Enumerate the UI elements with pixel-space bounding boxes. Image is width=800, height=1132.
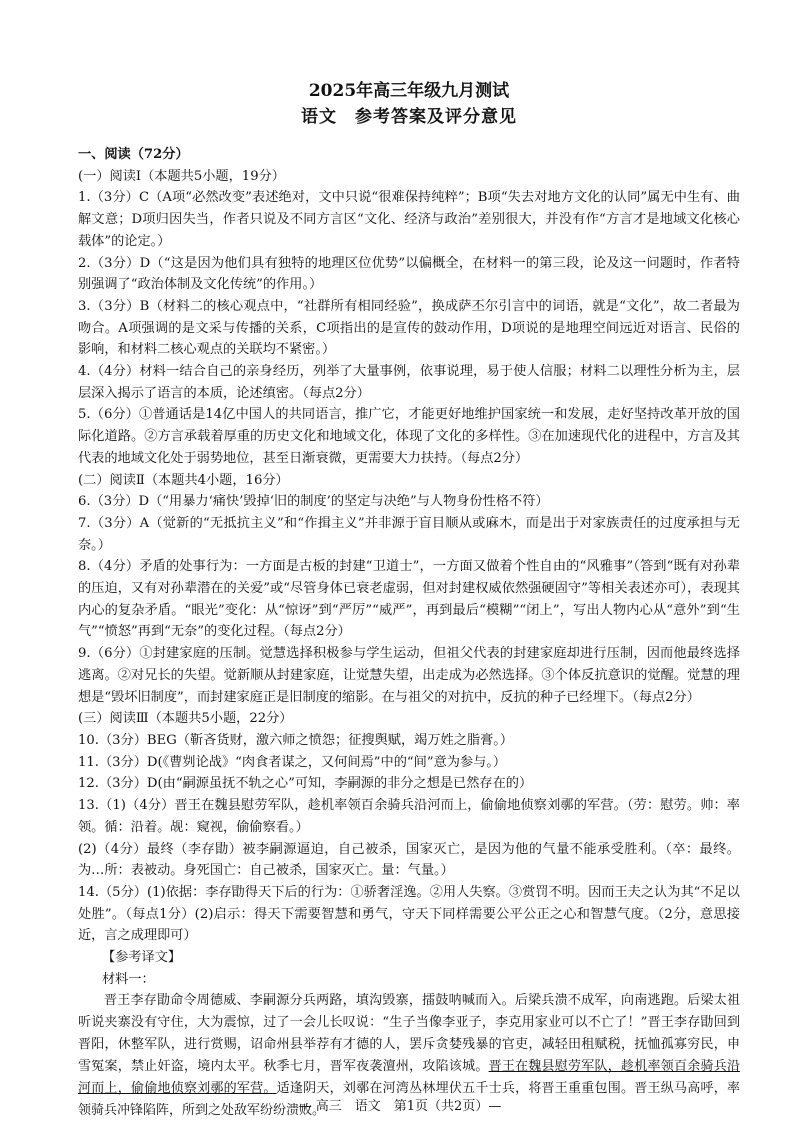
answer-q5: 5.（6分）①普通话是14亿中国人的共同语言，推广它，才能更好地维护国家统一和发展，走好坚持改革开放的国际化道路。②方言承载着厚重的历史文化和地域文化，体现了文化的多样性。③在加速现代化的进程中，方言及其代表的地域文化处于弱势地位，甚至日渐衰微，更需要大力扶持。（每点2分）	[78, 407, 740, 466]
answer-q6: 6.（3分）D（“用暴力‘痛快’毁掉‘旧的制度’的坚定与决绝”与人物身份性格不符）	[78, 494, 549, 510]
answer-q14: 14.（5分）(1)依据：李存勖得天下后的行为：①骄奢淫逸。②用人失察。③赏罚不明。因而王夫之认为其“不足以处胜”。（每点1分）(2)启示：得天下需要智慧和勇气，守天下同样需要公平公正之心和智慧气度。（2分，意思接近，言之成理即可）	[78, 884, 740, 944]
answer-q10: 10.（3分）BEG（靳吝货财，激六师之愤怨；征搜舆赋，竭万姓之脂膏。）	[78, 732, 514, 748]
answer-q12: 12.（3分）D(由“嗣源虽抚不轨之心”可知，李嗣源的非分之想是已然存在的）	[78, 776, 533, 792]
answer-q13-part1: 13.（1)（4分）晋王在魏县慰劳军队，趁机率领百余骑兵沿河而上，偷偷地侦察刘鄩的军营。（劳：慰劳。帅：率领。循：沿着。觇：窥视，偷偷察看。）	[78, 798, 740, 835]
answer-q7: 7.（3分）A（觉新的“无抵抗主义”和“作揖主义”并非源于盲目顺从或麻木，而是出于对家族责任的过度承担与无奈。）	[78, 515, 740, 553]
answer-q3: 3.（3分）B（材料二的核心观点中，“社群所有相同经验”，换成萨丕尔引言中的词语，就是“文化”，故二者最为吻合。A项强调的是文采与传播的关系，C项指出的是宣传的鼓动作用，D项说的是地理空间远近对语言、民俗的影响，和材料二核心观点的关联均不紧密。）	[78, 298, 740, 358]
answer-q8: 8.（4分）矛盾的处事行为：一方面是古板的封建“卫道士”，一方面又做着个性自由的“风雅事”（答到“既有对孙辈的压迫，又有对孙辈潜在的关爱”或“尽管身体已衰老虚弱，但对封建权威依然强硬固守”等相关表述亦可），表现其内心的复杂矛盾。“眼光”变化：从“惊讶”到“严厉”“威严”，再到最后“模糊”“闭上”，写出人物内心从“意外”到“生气”“愤怒”再到“无奈”的变化过程。（每点2分）	[78, 559, 740, 640]
answer-q13-part2: (2)（4分）最终（李存勖）被李嗣源逼迫，自己被杀，国家灭亡，是因为他的气量不能承受胜利。（卒：最终。为…所：表被动。身死国亡：自己被杀，国家灭亡。量：气量。）	[78, 841, 740, 879]
answer-q4: 4.（4分）材料一结合自己的亲身经历，列举了大量事例，依事说理，易于使人信服；材料二以理性分析为主，层层深入揭示了语言的本质，论述缜密。（每点2分）	[78, 364, 740, 401]
translation-text-before: 晋王李存勖命令周德威、李嗣源分兵两路，填沟毁寨，擂鼓呐喊而入。后梁兵溃不成军，向南逃跑。后梁太祖听说夹寨没有守住，大为震惊，过了一会儿长叹说：“生子当像李亚子，李克用家业可以不亡了！”晋王李存勖回到晋阳，休整军队，进行赏赐，诏命州县举荐有才德的人，罢斥贪婪残暴的官吏，减轻田租赋税，抚恤孤寡穷民，申雪冤案，禁止奸盗，境内太平。秋季七月，晋军夜袭澶州，攻陷该城。	[78, 993, 740, 1075]
answer-q11: 11.（3分）D(《曹刿论战》“肉食者谋之，又何间焉”中的“间”意为参与。）	[78, 754, 507, 770]
translation-text-underlined: 晋王在魏县慰劳军队，趁机率领百余骑兵沿河而上，偷偷地侦察刘鄩的军营。	[78, 1059, 740, 1097]
answer-q1: 1.（3分）C（A项“必然改变”表述绝对，文中只说“很难保持纯粹”；B项“失去对地方文化的认同”属无中生有、曲解文意；D项归因失当，作者只说及不同方言区“文化、经济与政治”差别很大，并没有作“方言才是地域文化核心载体”的论定。）	[78, 190, 740, 249]
subsection-heading-reading-1: (一）阅读Ⅰ（本题共5小题，19分）	[78, 168, 285, 184]
answer-q9: 9.（6分）①封建家庭的压制。觉慧选择积极参与学生运动，但祖父代表的封建家庭却进行压制，因而他最终选择逃离。②对兄长的失望。觉新顺从封建家庭，让觉慧失望，出走成为必然选择。③个体反抗意识的觉醒。觉慧的理想是“毁坏旧制度”，而封建家庭正是旧制度的缩影。在与祖父的对抗中，反抗的种子已经埋下。（每点2分）	[78, 646, 740, 705]
page-footer: — 高三 语文 第1页（共2页）—	[298, 1099, 502, 1114]
section-heading-reading: 一、阅读（72分）	[78, 147, 189, 162]
subsection-heading-reading-3: (三）阅读Ⅲ（本题共5小题，22分）	[78, 711, 293, 727]
page-title: 2025年高三年级九月测试	[308, 81, 510, 101]
answer-q2: 2.（3分）D（“这是因为他们具有独特的地理区位优势”以偏概全，在材料一的第三段，论及这一问题时，作者特别强调了“政治体制及文化传统”的作用。）	[78, 255, 740, 293]
subsection-heading-reading-2: (二）阅读Ⅱ（本题共4小题，16分）	[78, 472, 289, 488]
translation-label: 【参考译文】	[102, 950, 182, 966]
page-subtitle: 语文 参考答案及评分意见	[301, 107, 517, 127]
translation-material-label: 材料一：	[102, 971, 155, 987]
translation-text-after: 适逢阴天，刘鄩在河湾丛林埋伏五千士兵，将晋王重重包围。晋王纵马高呼，率领骑兵冲锋陷阵，所到之处敌军纷纷溃败。	[78, 1081, 740, 1119]
